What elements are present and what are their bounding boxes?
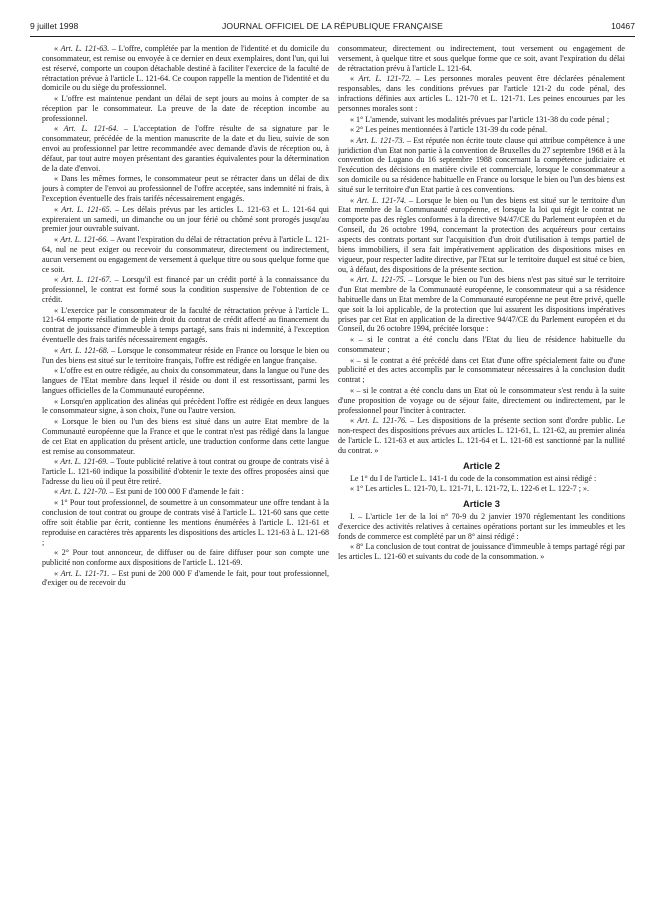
paragraph (338, 474, 625, 484)
article-reference: Art. L. 121-63. (60, 44, 110, 53)
paragraph (42, 306, 329, 345)
paragraph (42, 569, 329, 589)
article-reference: Art. L. 121-75. (356, 275, 406, 285)
article-reference: Art. L. 121-68. (60, 345, 109, 355)
article-heading: Article 2 (463, 459, 500, 471)
opening-quote: « (350, 416, 358, 426)
paragraph-text: – L'acceptation de l'offre résulte de sa signature par le consommateur, précédée de la mention manuscrite de la date et du lieu, suivie de son envoi au professionnel par lettre recommandée avec demande d'avis de réception ou, à défaut, par tout autre moyen présentant des garanties équivalentes pour la détermination de la date d'envoi. (42, 124, 329, 173)
paragraph-text: Le 1° du I de l'article L. 141-1 du code de la consommation est ainsi rédigé : (350, 473, 597, 483)
opening-quote: « (350, 195, 357, 205)
paragraph (42, 275, 329, 305)
paragraph (338, 275, 625, 334)
paragraph-text: « L'exercice par le consommateur de la faculté de rétractation prévue à l'article L. 121-64 emporte résiliation de plein droit du contrat de crédit affecté au financement du contrat de jouissance d'immeuble à temps partagé, sans frais ni indemnité, à l'exception éventuelle des frais tarifés nécessairement engagés. (42, 305, 329, 345)
right-column (338, 44, 625, 894)
paragraph-text: « – si le contrat a été conclu dans un Etat où le consommateur s'est rendu à la suite d'une proposition de voyage ou de séjour faite, directement ou indirectement, par le professionnel pour l'inciter à contracter. (338, 385, 625, 415)
paragraph-text: – Est puni de 100 000 F d'amende le fait : (107, 487, 244, 497)
article-heading: Article 3 (463, 498, 500, 510)
paragraph-text: « 1° L'amende, suivant les modalités prévues par l'article 131-38 du code pénal ; (350, 114, 610, 124)
paragraph-text: « Lorsqu'en application des alinéas qui précèdent l'offre est rédigée en deux langues le consommateur signe, à son choix, l'une ou l'autre version. (42, 396, 329, 416)
paragraph-text: « 1° Les articles L. 121-70, L. 121-71, L. 121-72, L. 122-6 et L. 122-7 ; ». (350, 484, 589, 494)
article-reference: Art. L. 121-71. (60, 568, 110, 578)
paragraph (338, 335, 625, 355)
article-reference: Art. L. 121-73. (356, 135, 405, 145)
article-reference: Art. L. 121-69. (60, 457, 109, 467)
paragraph-text: – Les dispositions de la présente section sont d'ordre public. Le non-respect des dispositions prévues aux articles L. 121-61, L. 121-62, au premier alinéa de l'article L. 121-63 et aux articles L. 121-64 et L. 121-68 est sanctionné par la nullité du contrat. » (338, 416, 625, 455)
paragraph-text: « Dans les mêmes formes, le consommateur peut se rétracter dans un délai de dix jours à compter de l'envoi au professionnel de l'offre acceptée, sans indemnité ni frais, à l'exception éventuelle des frais tarifés nécessairement engagés. (42, 174, 329, 204)
publication-date: 9 juillet 1998 (30, 21, 79, 31)
paragraph (42, 417, 329, 456)
paragraph-text: – Lorsque le consommateur réside en France ou lorsque le bien ou l'un des biens est situé sur le territoire français, l'offre est rédigée en langue française. (42, 345, 329, 365)
paragraph-text: « – si le contrat a été conclu dans l'Etat du lieu de résidence habituelle du consommateur ; (338, 335, 625, 354)
paragraph (338, 512, 625, 542)
paragraph-text: – Les personnes morales peuvent être déclarées pénalement responsables, dans les conditions prévues par l'article 121-2 du code pénal, des infractions définies aux articles L. 121-70 et L. 121-71. Les peines encourues par les personnes morales sont : (338, 74, 625, 113)
page-header (30, 21, 635, 35)
article-reference: Art. L. 121-72. (358, 74, 412, 84)
paragraph-text: consommateur, directement ou indirectement, tout versement ou engagement de versement, à quelque titre et sous quelque forme que ce soit, avant l'expiration du délai de rétractation prévu à l'article L. 121-64. (338, 44, 625, 73)
paragraph-text: I. – L'article 1er de la loi n° 70-9 du 2 janvier 1970 réglementant les conditions d'exercice des activités relatives à certaines opérations portant sur les immeubles et les fonds de commerce est complété par un 8° ainsi rédigé : (338, 512, 625, 541)
paragraph (42, 174, 329, 204)
paragraph (42, 346, 329, 366)
article-reference: Art. L. 121-70. (60, 487, 108, 497)
journal-title: JOURNAL OFFICIEL DE LA RÉPUBLIQUE FRANÇAISE (222, 21, 443, 31)
paragraph-text: – Est réputée non écrite toute clause qui attribue compétence à une juridiction d'un Etat non partie à la convention de Bruxelles du 27 septembre 1968 et à la convention de Lugano du 16 septembre 1988 concernant la compétence judiciaire et l'exécution des décisions en matière civile et commerciale, lorsque le consommateur a son domicile ou sa résidence habituelle en France ou lorsque le bien ou l'un des biens est situé sur le territoire d'un Etat partie à ces conventions. (338, 135, 625, 194)
paragraph (42, 44, 329, 93)
paragraph (338, 196, 625, 275)
paragraph-text: « 1° Pour tout professionnel, de soumettre à un consommateur une offre tendant à la conclusion de tout contrat ou groupe de contrats visé à l'article L. 121-60 sans que cette offre soit établie par écrit, contienne les mentions énumérées à l'article L. 121-61 et reproduise en caractères très apparents les dispositions des articles L. 121-63 à L. 121-68 ; (42, 498, 329, 547)
paragraph-text: – Les délais prévus par les articles L. 121-63 et L. 121-64 qui expireraient un samedi, un dimanche ou un jour férié ou chômé sont prorogés jusqu'au premier jour ouvrable suivant. (42, 204, 329, 234)
paragraph-text: « Lorsque le bien ou l'un des biens est situé dans un autre Etat membre de la Communauté européenne que la France et que le contrat n'est pas rédigé dans la langue de cet Etat en application du présent article, une traduction conforme dans cette langue est remise au consommateur. (42, 416, 329, 456)
paragraph-text: – Lorsqu'il est financé par un crédit porté à la connaissance du professionnel, le contrat est formé sous la condition suspensive de l'obtention de ce crédit. (42, 275, 329, 304)
opening-quote: « (54, 204, 62, 214)
opening-quote: « (54, 44, 61, 53)
article-reference: Art. L. 121-74. (356, 195, 407, 205)
paragraph (338, 115, 625, 125)
paragraph (42, 498, 329, 547)
article-reference: Art. L. 121-67. (61, 275, 112, 285)
paragraph-text: – Lorsque le bien ou l'un des biens est situé sur le territoire d'un Etat membre de la Communauté européenne, et lorsque la loi qui régit le contrat ne comporte pas des règles conformes à la directive 94/47/CE du Parlement européen et du Conseil, du 26 octobre 1994, concernant la protection des acquéreurs pour certains aspects des contrats portant sur l'acquisition d'un droit d'utilisation à temps partiel de biens immobiliers, il sera fait impérativement application des dispositions mises en vigueur, pour respecter ladite directive, par l'Etat sur le territoire duquel est situé ce bien, ou, à défaut, des dispositions de la présente section. (338, 195, 625, 274)
paragraph (338, 416, 625, 455)
header-rule (30, 36, 635, 37)
paragraph (338, 136, 625, 195)
opening-quote: « (54, 275, 62, 285)
paragraph-text: « 8° La conclusion de tout contrat de jouissance d'immeuble à temps partagé régi par les articles L. 121-60 et suivants du code de la consommation. » (338, 542, 625, 562)
opening-quote: « (350, 275, 357, 285)
paragraph-text: – Lorsque le bien ou l'un des biens n'est pas situé sur le territoire d'un Etat membre de la Communauté européenne, le consommateur qui a sa résidence habituelle dans un Etat membre de la Communauté européenne ne peut être privé, quelle que soit la loi applicable, de la protection que lui assurent les dispositions impératives prises par cet Etat en application de la directive 94/47/CE du Parlement européen et du Conseil, du 26 octobre 1994, précitée lorsque : (338, 275, 625, 334)
paragraph-text: « 2° Les peines mentionnées à l'article 131-39 du code pénal. (350, 125, 548, 135)
paragraph-text: – Toute publicité relative à tout contrat ou groupe de contrats visé à l'article L. 121-60 indique la possibilité d'obtenir le texte des offres proposées ainsi que l'adresse du lieu où il peut être retiré. (42, 457, 329, 486)
paragraph-text: « – si le contrat a été précédé dans cet Etat d'une offre spécialement faite ou d'une publicité et des actes accomplis par le consommateur nécessaires à la conclusion dudit contrat ; (338, 355, 625, 385)
page-number: 10467 (611, 21, 635, 31)
left-column (42, 44, 329, 894)
article-reference: Art. L. 121-66. (60, 235, 109, 245)
paragraph (42, 366, 329, 396)
paragraph-text: « 2° Pour tout annonceur, de diffuser ou de faire diffuser pour son compte une publicité non conforme aux dispositions de l'article L. 121-69. (42, 548, 329, 567)
paragraph-text: « L'offre est en outre rédigée, au choix du consommateur, dans la langue ou l'une des langues de l'Etat membre dans lequel il réside ou dont il est ressortissant, parmi les langues officielles de la Communauté européenne. (42, 366, 329, 395)
paragraph (42, 94, 329, 124)
paragraph (42, 124, 329, 173)
article-reference: Art. L. 121-65. (61, 204, 112, 214)
paragraph-text: – Est puni de 200 000 F d'amende le fait, pour tout professionnel, d'exiger ou de recevoir du (42, 568, 329, 588)
opening-quote: « (54, 235, 61, 245)
opening-quote: « (54, 124, 64, 134)
opening-quote: « (54, 487, 61, 497)
paragraph (42, 457, 329, 487)
paragraph (42, 235, 329, 274)
paragraph (338, 484, 625, 494)
paragraph (338, 356, 625, 386)
opening-quote: « (54, 568, 61, 578)
paragraph (42, 487, 329, 497)
paragraph (338, 74, 625, 113)
opening-quote: « (350, 135, 357, 145)
paragraph (338, 542, 625, 562)
paragraph (42, 397, 329, 417)
opening-quote: « (54, 457, 61, 467)
article-reference: Art. L. 121-64. (63, 124, 119, 134)
paragraph (42, 548, 329, 568)
opening-quote: « (350, 74, 359, 84)
opening-quote: « (54, 345, 61, 355)
paragraph (338, 386, 625, 416)
paragraph-text: – L'offre, complétée par la mention de l'identité et du domicile du consommateur, est remise ou envoyée à ce dernier en deux exemplaires, dont l'un, qui lui est réservé, comporte un coupon détachable destiné à faciliter l'exercice de la faculté de rétractation prévue à l'article L. 121-64. Ce coupon rappelle la mention de l'identité et du domicile ou du siège du professionnel. (42, 44, 329, 93)
paragraph (42, 205, 329, 235)
paragraph-text: « L'offre est maintenue pendant un délai de sept jours au moins à compter de sa réception par le consommateur. La preuve de la date de réception incombe au professionnel. (42, 94, 329, 123)
paragraph-text: – Avant l'expiration du délai de rétractation prévu à l'article L. 121-64, nul ne peut exiger ou recevoir du consommateur, directement ou indirectement, aucun versement ou engagement de versement à quelque titre ou sous quelque forme que ce soit. (42, 235, 329, 274)
paragraph (338, 44, 625, 74)
paragraph (338, 125, 625, 135)
article-reference: Art. L. 121-76. (357, 416, 407, 426)
